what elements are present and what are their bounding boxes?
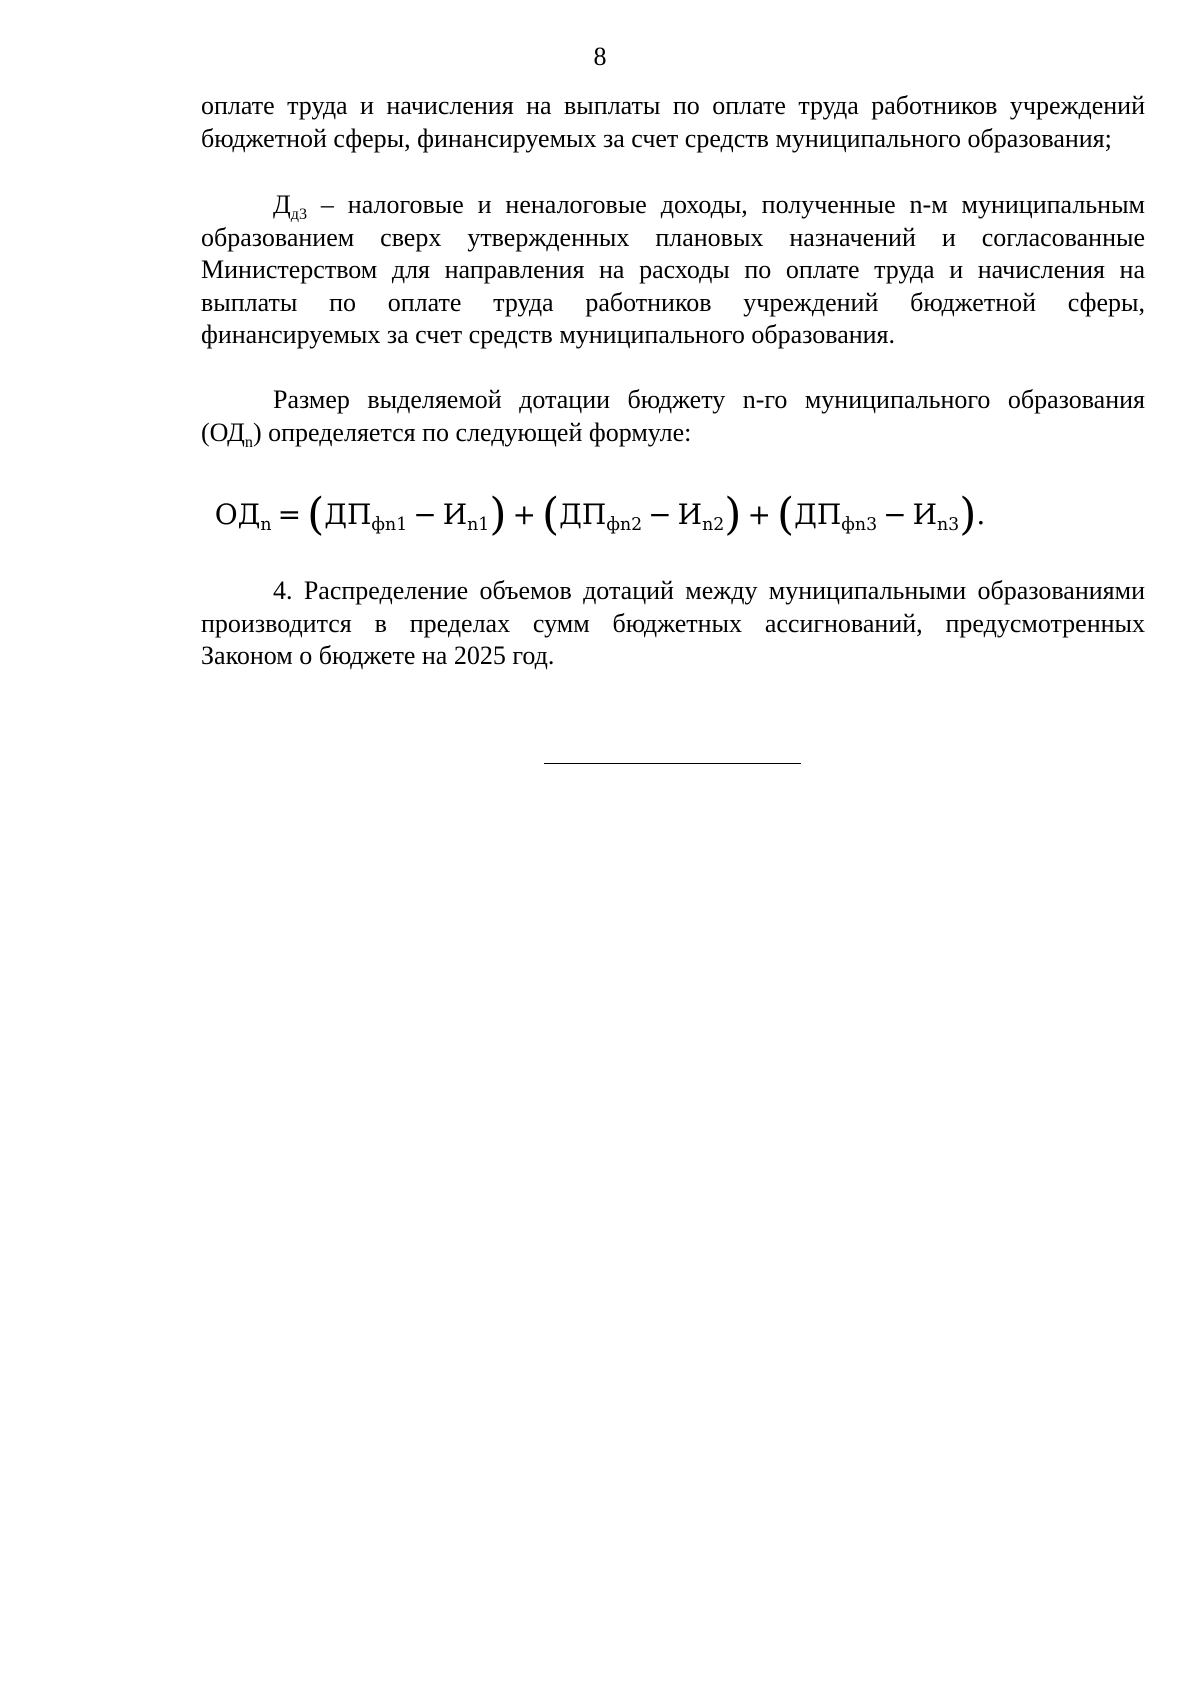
symbol-d-subscript: д3 bbox=[290, 206, 308, 223]
paragraph-3 bbox=[201, 384, 1145, 449]
paragraph-continuation bbox=[201, 90, 1145, 155]
formula-minus-2: − bbox=[648, 498, 672, 531]
formula-open-paren-3: ( bbox=[776, 489, 795, 540]
formula-term-3-sub: фn3 bbox=[841, 515, 878, 535]
formula-term-2-sub: фn2 bbox=[606, 515, 643, 535]
formula-close-paren-3: ) bbox=[959, 489, 977, 540]
formula-equals: = bbox=[277, 498, 302, 531]
formula-subtrahend-1: И bbox=[442, 498, 468, 531]
paragraph-3-before: Размер выделяемой дотации бюджету n-го муниципального образования (ОД bbox=[201, 385, 1145, 447]
paragraph-2-text: – налоговые и неналоговые доходы, полученные n-м муниципальным образованием сверх утвержденных плановых назначений и согласованные Министерством для направления на расходы по оплате труда и начисления на выплаты по оплате труда работников учреждений бюджетной сферы, финансируемых за счет средств муниципального образования. bbox=[201, 190, 1145, 349]
formula-open-paren-2: ( bbox=[542, 489, 560, 540]
formula-term-1-sub: фn1 bbox=[371, 515, 408, 535]
formula-subtrahend-2-sub: n2 bbox=[702, 515, 725, 535]
formula-subtrahend-2: И bbox=[677, 498, 703, 531]
formula-minus-1: − bbox=[413, 498, 437, 531]
formula-subtrahend-3-sub: n3 bbox=[937, 515, 960, 535]
formula-period: . bbox=[976, 498, 986, 531]
formula-lhs-sub: n bbox=[260, 515, 272, 535]
formula-plus-2: + bbox=[747, 498, 771, 531]
formula-subtrahend-1-sub: n1 bbox=[467, 515, 490, 535]
paragraph-1: оплате труда и начисления на выплаты по оплате труда работников учреждений бюджетной сферы, финансируемых за счет средств муниципального образования; bbox=[201, 91, 1145, 153]
formula-minus-3: − bbox=[883, 498, 907, 531]
page-number: 8 bbox=[593, 42, 607, 71]
formula-term-1: ДП bbox=[324, 498, 372, 531]
formula-close-paren-1: ) bbox=[489, 489, 507, 540]
paragraph-4: 4. Распределение объемов дотаций между муниципальными образованиями производится в пределах сумм бюджетных ассигнований, предусмотренных Законом о бюджете на 2025 год. bbox=[201, 576, 1145, 670]
formula-lhs: ОД bbox=[214, 498, 261, 531]
formula-open-paren-1: ( bbox=[307, 489, 325, 540]
paragraph-3-sub: n bbox=[244, 433, 253, 451]
symbol-d: Д bbox=[273, 190, 291, 219]
paragraph-formula-intro bbox=[201, 384, 1145, 449]
paragraph-distribution bbox=[201, 575, 1145, 673]
formula-plus-1: + bbox=[512, 498, 536, 531]
paragraph-2 bbox=[201, 189, 1145, 352]
formula bbox=[0, 490, 1200, 540]
paragraph-definition-dd3 bbox=[201, 189, 1145, 352]
formula-term-3: ДП bbox=[794, 498, 842, 531]
end-separator-line bbox=[544, 763, 801, 764]
paragraph-3-after: ) определяется по следующей формуле: bbox=[252, 417, 692, 447]
formula-term-2: ДП bbox=[559, 498, 607, 531]
formula-subtrahend-3: И bbox=[912, 498, 937, 531]
formula-close-paren-2: ) bbox=[724, 489, 742, 540]
